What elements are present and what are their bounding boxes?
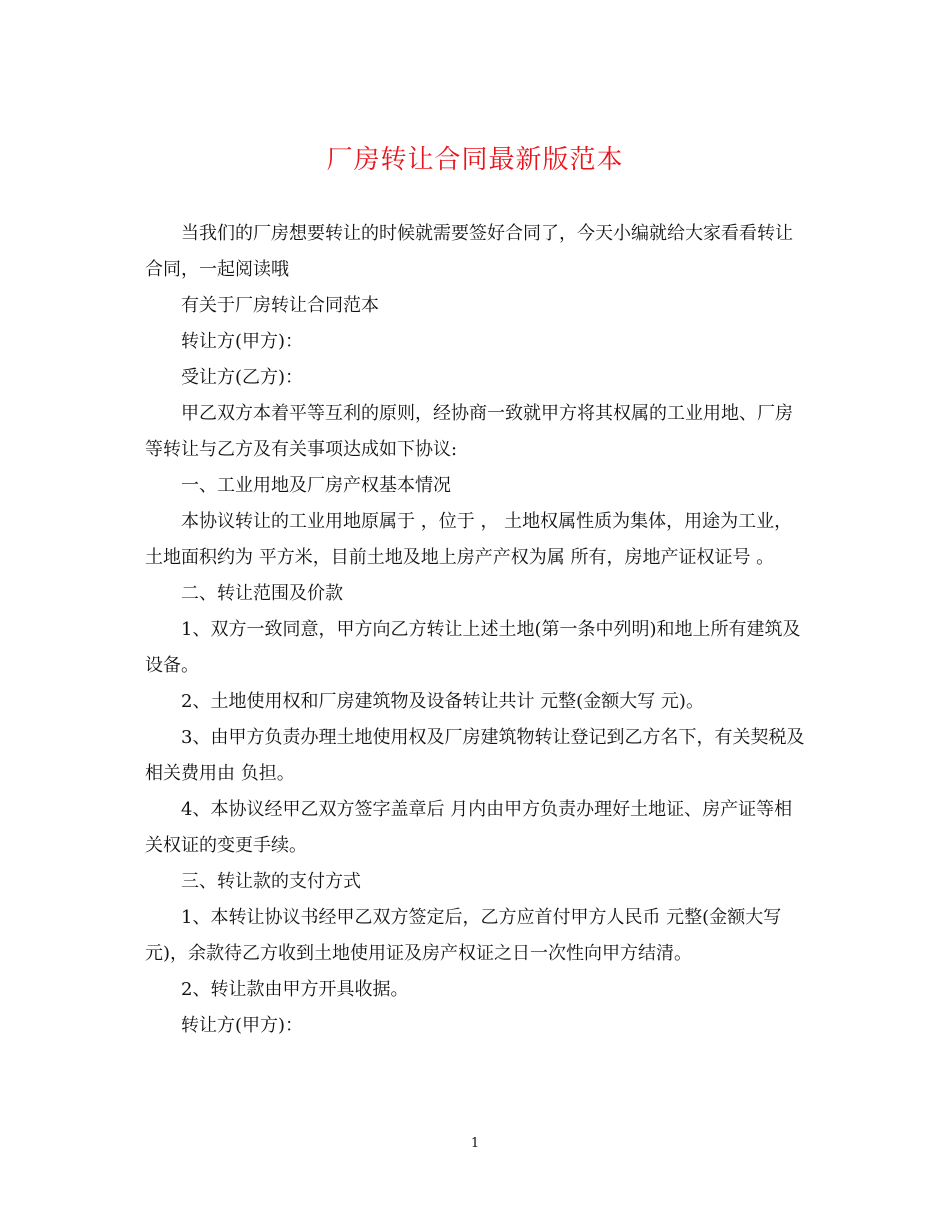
clause-2-3: 3、由甲方负责办理土地使用权及厂房建筑物转让登记到乙方名下，有关契税及相关费用由 负担。 (145, 727, 805, 784)
section-heading-1: 一、工业用地及厂房产权基本情况 (181, 475, 451, 496)
clause-3-2: 2、转让款由甲方开具收据。 (181, 979, 409, 1000)
paragraph-land-info: 本协议转让的工业用地原属于 ，位于 ， 土地权属性质为集体，用途为工业，土地面积约为 平方米，目前土地及地上房产产权为属 所有，房地产证权证号 。 (145, 511, 793, 568)
document-title: 厂房转让合同最新版范本 (326, 145, 624, 175)
document-body (145, 216, 807, 1044)
paragraph-signature-transferor: 转让方(甲方)： (181, 1015, 304, 1036)
paragraph-preamble: 甲乙双方本着平等互利的原则，经协商一致就甲方将其权属的工业用地、厂房等转让与乙方及有关事项达成如下协议: (145, 403, 793, 460)
paragraph-transferee: 受让方(乙方)： (181, 367, 304, 388)
clause-3-1: 1、本转让协议书经甲乙双方签定后，乙方应首付甲方人民币 元整(金额大写元)，余款待乙方收到土地使用证及房产权证之日一次性向甲方结清。 (145, 907, 782, 964)
section-heading-2: 二、转让范围及价款 (181, 583, 343, 604)
clause-2-2: 2、土地使用权和厂房建筑物及设备转让共计 元整(金额大写 元)。 (181, 691, 704, 712)
paragraph-transferor: 转让方(甲方)： (181, 331, 304, 352)
paragraph-subtitle: 有关于厂房转让合同范本 (181, 295, 379, 316)
paragraph-intro: 当我们的厂房想要转让的时候就需要签好合同了，今天小编就给大家看看转让合同，一起阅读哦 (145, 223, 793, 280)
section-heading-3: 三、转让款的支付方式 (181, 871, 361, 892)
page-number: 1 (470, 1136, 480, 1151)
clause-2-1: 1、双方一致同意，甲方向乙方转让上述土地(第一条中列明)和地上所有建筑及设备。 (145, 619, 801, 676)
clause-2-4: 4、本协议经甲乙双方签字盖章后 月内由甲方负责办理好土地证、房产证等相关权证的变更手续。 (145, 799, 793, 856)
